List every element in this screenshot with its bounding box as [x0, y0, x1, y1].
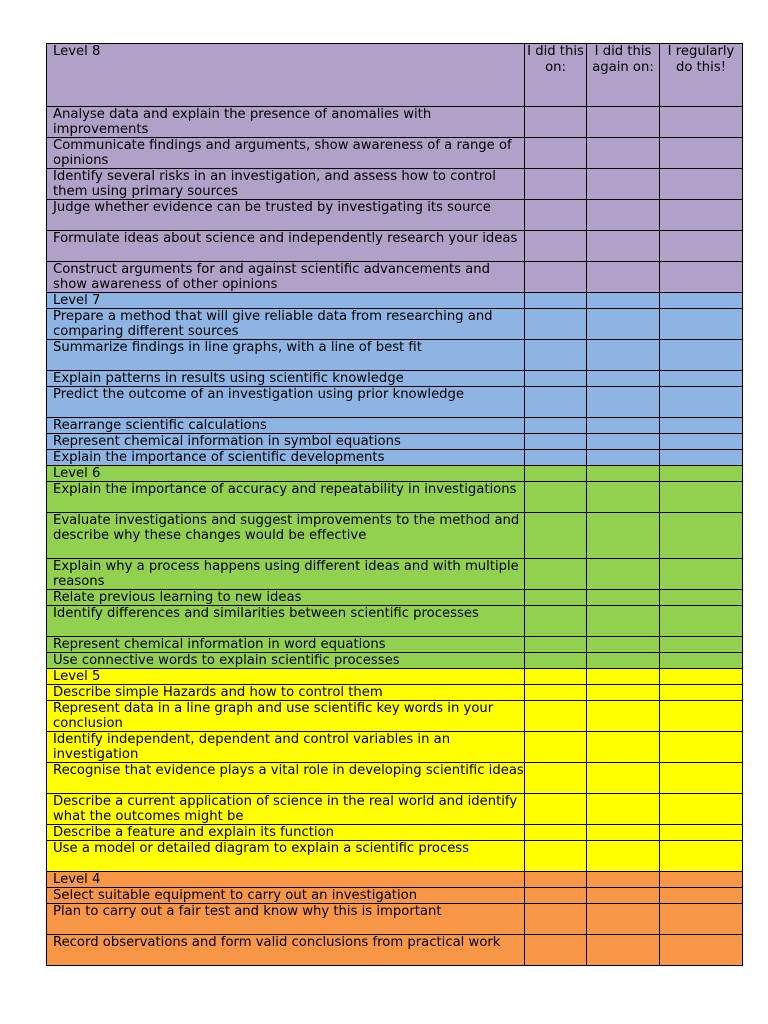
date-first-cell[interactable]: [525, 732, 587, 763]
date-again-cell[interactable]: [587, 825, 660, 841]
date-first-cell[interactable]: [525, 262, 587, 293]
skill-description: Prepare a method that will give reliable data from researching and comparing different sources: [47, 309, 525, 340]
date-first-cell[interactable]: [525, 606, 587, 637]
checkbox-cell[interactable]: [525, 872, 587, 888]
skill-row: [47, 434, 743, 450]
date-first-cell[interactable]: [525, 888, 587, 904]
skill-description: Represent chemical information in symbol equations: [47, 434, 525, 450]
date-first-cell[interactable]: [525, 825, 587, 841]
skill-description: Summarize findings in line graphs, with a line of best fit: [47, 340, 525, 371]
skill-row: [47, 450, 743, 466]
level-title: Level 5: [47, 669, 525, 685]
date-first-cell[interactable]: [525, 701, 587, 732]
date-again-cell[interactable]: [587, 434, 660, 450]
regularly-cell[interactable]: [660, 513, 743, 559]
regularly-cell[interactable]: [660, 935, 743, 966]
skill-row: [47, 169, 743, 200]
date-again-cell[interactable]: [587, 590, 660, 606]
date-again-cell[interactable]: [587, 904, 660, 935]
skill-row: [47, 732, 743, 763]
level-heading-row: [47, 293, 743, 309]
date-again-cell[interactable]: [587, 794, 660, 825]
skill-description: Select suitable equipment to carry out an investigation: [47, 888, 525, 904]
regularly-cell[interactable]: [660, 606, 743, 637]
skill-row: [47, 841, 743, 872]
skill-description: Plan to carry out a fair test and know why this is important: [47, 904, 525, 935]
science-skills-checklist: [46, 43, 743, 966]
regularly-cell[interactable]: [660, 340, 743, 371]
date-first-cell[interactable]: [525, 450, 587, 466]
skill-description: Communicate findings and arguments, show awareness of a range of opinions: [47, 138, 525, 169]
date-again-cell[interactable]: [587, 450, 660, 466]
date-again-cell[interactable]: [587, 841, 660, 872]
date-again-cell[interactable]: [587, 888, 660, 904]
date-again-cell[interactable]: [587, 482, 660, 513]
regularly-cell[interactable]: [660, 434, 743, 450]
regularly-cell[interactable]: [660, 825, 743, 841]
skill-description: Explain why a process happens using different ideas and with multiple reasons: [47, 559, 525, 590]
regularly-cell[interactable]: [660, 418, 743, 434]
regularly-cell[interactable]: [660, 450, 743, 466]
date-first-cell[interactable]: [525, 763, 587, 794]
regularly-cell[interactable]: [660, 387, 743, 418]
checkbox-cell[interactable]: [660, 872, 743, 888]
date-first-cell[interactable]: [525, 794, 587, 825]
skill-row: [47, 340, 743, 371]
regularly-cell[interactable]: [660, 904, 743, 935]
date-again-cell[interactable]: [587, 935, 660, 966]
checkbox-cell[interactable]: [660, 669, 743, 685]
skill-row: [47, 590, 743, 606]
skill-description: Recognise that evidence plays a vital role in developing scientific ideas: [47, 763, 525, 794]
date-first-cell[interactable]: [525, 387, 587, 418]
level-heading-row: [47, 872, 743, 888]
regularly-cell[interactable]: [660, 231, 743, 262]
date-first-cell[interactable]: [525, 169, 587, 200]
date-again-cell[interactable]: [587, 418, 660, 434]
date-first-cell[interactable]: [525, 340, 587, 371]
regularly-cell[interactable]: [660, 371, 743, 387]
skill-row: [47, 794, 743, 825]
regularly-cell[interactable]: [660, 482, 743, 513]
date-first-cell[interactable]: [525, 513, 587, 559]
skill-description: Predict the outcome of an investigation using prior knowledge: [47, 387, 525, 418]
date-again-cell[interactable]: [587, 653, 660, 669]
skill-description: Describe a feature and explain its function: [47, 825, 525, 841]
skill-description: Identify several risks in an investigation, and assess how to control them using primary sources: [47, 169, 525, 200]
column-header-first: I did this on:: [525, 44, 587, 107]
level-title: Level 8: [47, 44, 525, 107]
checkbox-cell[interactable]: [587, 293, 660, 309]
skill-description: Represent chemical information in word equations: [47, 637, 525, 653]
regularly-cell[interactable]: [660, 794, 743, 825]
date-first-cell[interactable]: [525, 138, 587, 169]
regularly-cell[interactable]: [660, 138, 743, 169]
date-again-cell[interactable]: [587, 200, 660, 231]
date-first-cell[interactable]: [525, 309, 587, 340]
skill-description: Use a model or detailed diagram to explain a scientific process: [47, 841, 525, 872]
date-first-cell[interactable]: [525, 935, 587, 966]
skill-row: [47, 138, 743, 169]
regularly-cell[interactable]: [660, 200, 743, 231]
skill-row: [47, 231, 743, 262]
skill-row: [47, 107, 743, 138]
date-again-cell[interactable]: [587, 701, 660, 732]
date-again-cell[interactable]: [587, 559, 660, 590]
date-again-cell[interactable]: [587, 763, 660, 794]
skill-row: [47, 309, 743, 340]
skill-description: Identify independent, dependent and control variables in an investigation: [47, 732, 525, 763]
skill-description: Describe a current application of science in the real world and identify what the outcomes might be: [47, 794, 525, 825]
date-first-cell[interactable]: [525, 559, 587, 590]
date-again-cell[interactable]: [587, 169, 660, 200]
skill-row: [47, 482, 743, 513]
skill-description: Identify differences and similarities between scientific processes: [47, 606, 525, 637]
date-again-cell[interactable]: [587, 138, 660, 169]
header-row: [47, 44, 743, 107]
date-first-cell[interactable]: [525, 231, 587, 262]
date-first-cell[interactable]: [525, 200, 587, 231]
skill-row: [47, 935, 743, 966]
column-header-third: I regularly do this!: [660, 44, 743, 107]
date-first-cell[interactable]: [525, 637, 587, 653]
date-first-cell[interactable]: [525, 434, 587, 450]
date-again-cell[interactable]: [587, 387, 660, 418]
date-first-cell[interactable]: [525, 904, 587, 935]
skill-description: Describe simple Hazards and how to control them: [47, 685, 525, 701]
skill-row: [47, 387, 743, 418]
skill-row: [47, 888, 743, 904]
regularly-cell[interactable]: [660, 559, 743, 590]
skill-description: Rearrange scientific calculations: [47, 418, 525, 434]
date-first-cell[interactable]: [525, 841, 587, 872]
skill-description: Construct arguments for and against scientific advancements and show awareness of other opinions: [47, 262, 525, 293]
date-again-cell[interactable]: [587, 107, 660, 138]
date-again-cell[interactable]: [587, 513, 660, 559]
skill-row: [47, 763, 743, 794]
date-first-cell[interactable]: [525, 590, 587, 606]
regularly-cell[interactable]: [660, 262, 743, 293]
level-heading-row: [47, 669, 743, 685]
skill-row: [47, 825, 743, 841]
skill-row: [47, 606, 743, 637]
skill-description: Formulate ideas about science and independently research your ideas: [47, 231, 525, 262]
checkbox-cell[interactable]: [587, 466, 660, 482]
date-again-cell[interactable]: [587, 637, 660, 653]
date-first-cell[interactable]: [525, 371, 587, 387]
skill-description: Explain patterns in results using scientific knowledge: [47, 371, 525, 387]
skill-row: [47, 637, 743, 653]
regularly-cell[interactable]: [660, 685, 743, 701]
skill-row: [47, 513, 743, 559]
regularly-cell[interactable]: [660, 841, 743, 872]
regularly-cell[interactable]: [660, 763, 743, 794]
date-again-cell[interactable]: [587, 732, 660, 763]
date-again-cell[interactable]: [587, 371, 660, 387]
date-first-cell[interactable]: [525, 653, 587, 669]
level-heading-row: [47, 466, 743, 482]
skill-description: Explain the importance of accuracy and repeatability in investigations: [47, 482, 525, 513]
checkbox-cell[interactable]: [660, 466, 743, 482]
skill-description: Use connective words to explain scientific processes: [47, 653, 525, 669]
regularly-cell[interactable]: [660, 653, 743, 669]
date-again-cell[interactable]: [587, 340, 660, 371]
skill-row: [47, 653, 743, 669]
skill-description: Record observations and form valid conclusions from practical work: [47, 935, 525, 966]
skill-row: [47, 685, 743, 701]
skill-row: [47, 701, 743, 732]
level-title: Level 4: [47, 872, 525, 888]
level-title: Level 7: [47, 293, 525, 309]
regularly-cell[interactable]: [660, 637, 743, 653]
checkbox-cell[interactable]: [525, 293, 587, 309]
regularly-cell[interactable]: [660, 888, 743, 904]
date-first-cell[interactable]: [525, 482, 587, 513]
skill-row: [47, 418, 743, 434]
level-title: Level 6: [47, 466, 525, 482]
date-again-cell[interactable]: [587, 262, 660, 293]
date-first-cell[interactable]: [525, 107, 587, 138]
checkbox-cell[interactable]: [660, 293, 743, 309]
checkbox-cell[interactable]: [587, 669, 660, 685]
column-header-second: I did this again on:: [587, 44, 660, 107]
date-again-cell[interactable]: [587, 685, 660, 701]
skill-description: Represent data in a line graph and use scientific key words in your conclusion: [47, 701, 525, 732]
date-first-cell[interactable]: [525, 685, 587, 701]
regularly-cell[interactable]: [660, 732, 743, 763]
regularly-cell[interactable]: [660, 701, 743, 732]
checklist-body: [47, 44, 743, 966]
checkbox-cell[interactable]: [525, 669, 587, 685]
checkbox-cell[interactable]: [525, 466, 587, 482]
regularly-cell[interactable]: [660, 107, 743, 138]
date-again-cell[interactable]: [587, 309, 660, 340]
skill-row: [47, 371, 743, 387]
date-again-cell[interactable]: [587, 231, 660, 262]
skill-description: Judge whether evidence can be trusted by investigating its source: [47, 200, 525, 231]
skill-row: [47, 904, 743, 935]
skill-row: [47, 559, 743, 590]
regularly-cell[interactable]: [660, 590, 743, 606]
skill-row: [47, 200, 743, 231]
skill-description: Evaluate investigations and suggest improvements to the method and describe why these changes would be effective: [47, 513, 525, 559]
regularly-cell[interactable]: [660, 169, 743, 200]
date-again-cell[interactable]: [587, 606, 660, 637]
checkbox-cell[interactable]: [587, 872, 660, 888]
skill-description: Analyse data and explain the presence of anomalies with improvements: [47, 107, 525, 138]
skill-row: [47, 262, 743, 293]
skill-description: Relate previous learning to new ideas: [47, 590, 525, 606]
date-first-cell[interactable]: [525, 418, 587, 434]
skill-description: Explain the importance of scientific developments: [47, 450, 525, 466]
regularly-cell[interactable]: [660, 309, 743, 340]
